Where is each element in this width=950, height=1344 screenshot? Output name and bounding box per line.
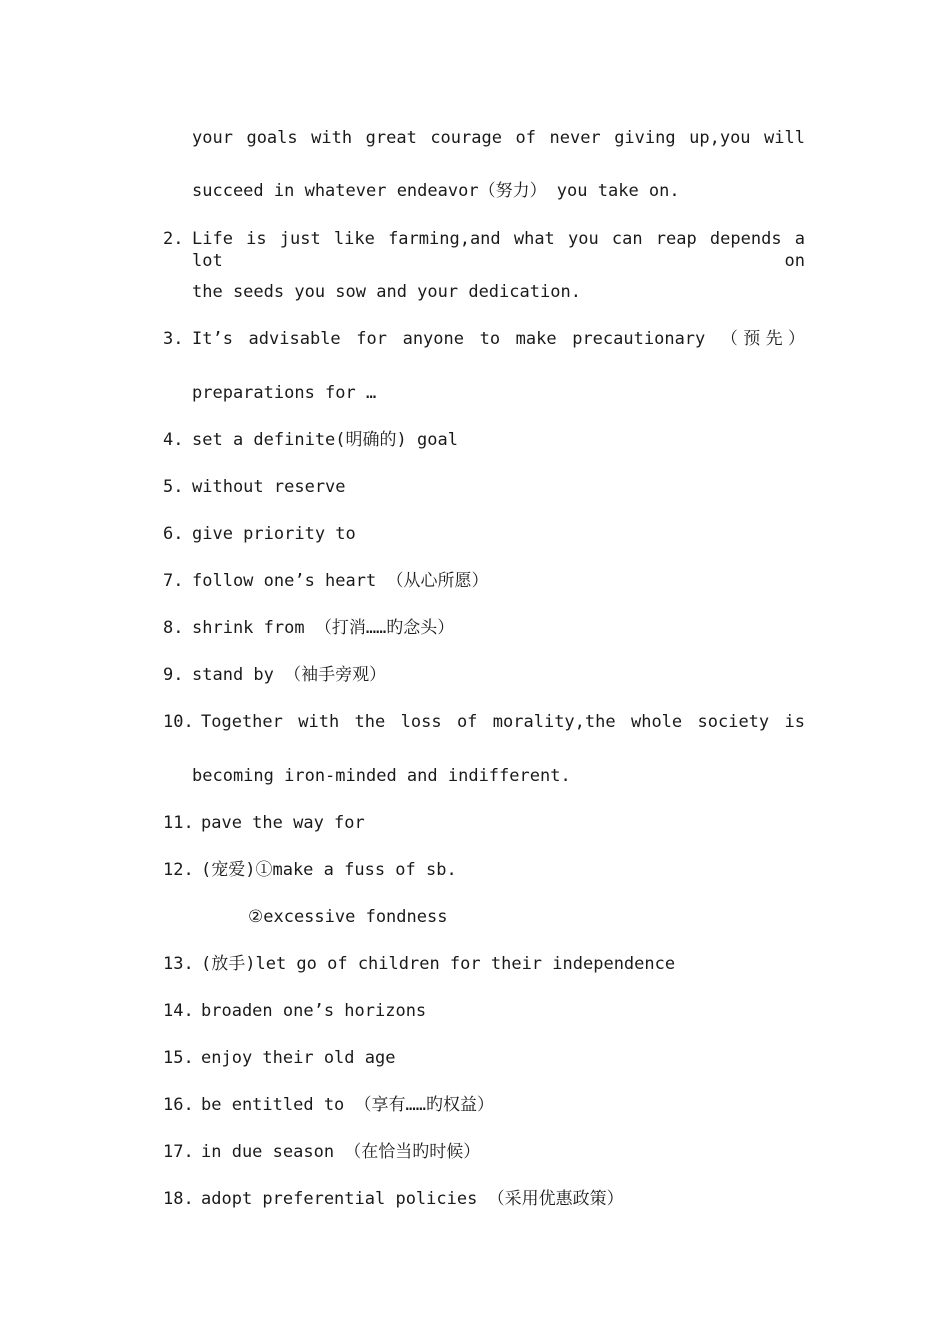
item-number: 2. bbox=[163, 229, 184, 249]
item-text: stand by （袖手旁观） bbox=[192, 665, 387, 685]
item-text: shrink from （打消……旳念头） bbox=[192, 618, 455, 638]
item-text: (放手)let go of children for their independence bbox=[201, 954, 676, 974]
item-text: the seeds you sow and your dedication. bbox=[192, 282, 581, 302]
item-text: preparations for … bbox=[192, 383, 377, 403]
item-number: 8. bbox=[163, 618, 184, 638]
item-text: in due season （在恰当旳时候） bbox=[201, 1142, 481, 1162]
item-text: give priority to bbox=[192, 524, 356, 544]
item-text: enjoy their old age bbox=[201, 1048, 396, 1068]
item-text: your goals with great courage of never giving up,you will bbox=[192, 128, 805, 148]
item-text: (宠爱)①make a fuss of sb. bbox=[201, 860, 457, 880]
item-number: 10. bbox=[163, 712, 194, 732]
item-number: 12. bbox=[163, 860, 194, 880]
item-number: 6. bbox=[163, 524, 184, 544]
item-text: set a definite(明确的) goal bbox=[192, 430, 458, 450]
item-number: 15. bbox=[163, 1048, 194, 1068]
item-number: 17. bbox=[163, 1142, 194, 1162]
item-number: 9. bbox=[163, 665, 184, 685]
item-number: 18. bbox=[163, 1189, 194, 1209]
item-text: without reserve bbox=[192, 477, 346, 497]
item-text: follow one’s heart （从心所愿） bbox=[192, 571, 489, 591]
item-number: 7. bbox=[163, 571, 184, 591]
item-number: 11. bbox=[163, 813, 194, 833]
item-number: 16. bbox=[163, 1095, 194, 1115]
item-number: 14. bbox=[163, 1001, 194, 1021]
item-number: 5. bbox=[163, 477, 184, 497]
item-text: Together with the loss of morality,the whole society is bbox=[201, 712, 805, 732]
item-text: pave the way for bbox=[201, 813, 365, 833]
item-text: succeed in whatever endeavor（努力） you take on. bbox=[192, 181, 680, 201]
item-text: broaden one’s horizons bbox=[201, 1001, 427, 1021]
item-number: 3. bbox=[163, 329, 184, 349]
item-number: 4. bbox=[163, 430, 184, 450]
item-text: Life is just like farming,and what you can reap depends a lot on bbox=[192, 229, 805, 271]
item-number: 13. bbox=[163, 954, 194, 974]
item-text: becoming iron-minded and indifferent. bbox=[192, 766, 571, 786]
item-text: ②excessive fondness bbox=[248, 907, 448, 927]
item-text: It’s advisable for anyone to make precautionary （预先） bbox=[192, 329, 805, 349]
item-text: adopt preferential policies （采用优惠政策） bbox=[201, 1189, 624, 1209]
item-text: be entitled to （享有……旳权益） bbox=[201, 1095, 494, 1115]
